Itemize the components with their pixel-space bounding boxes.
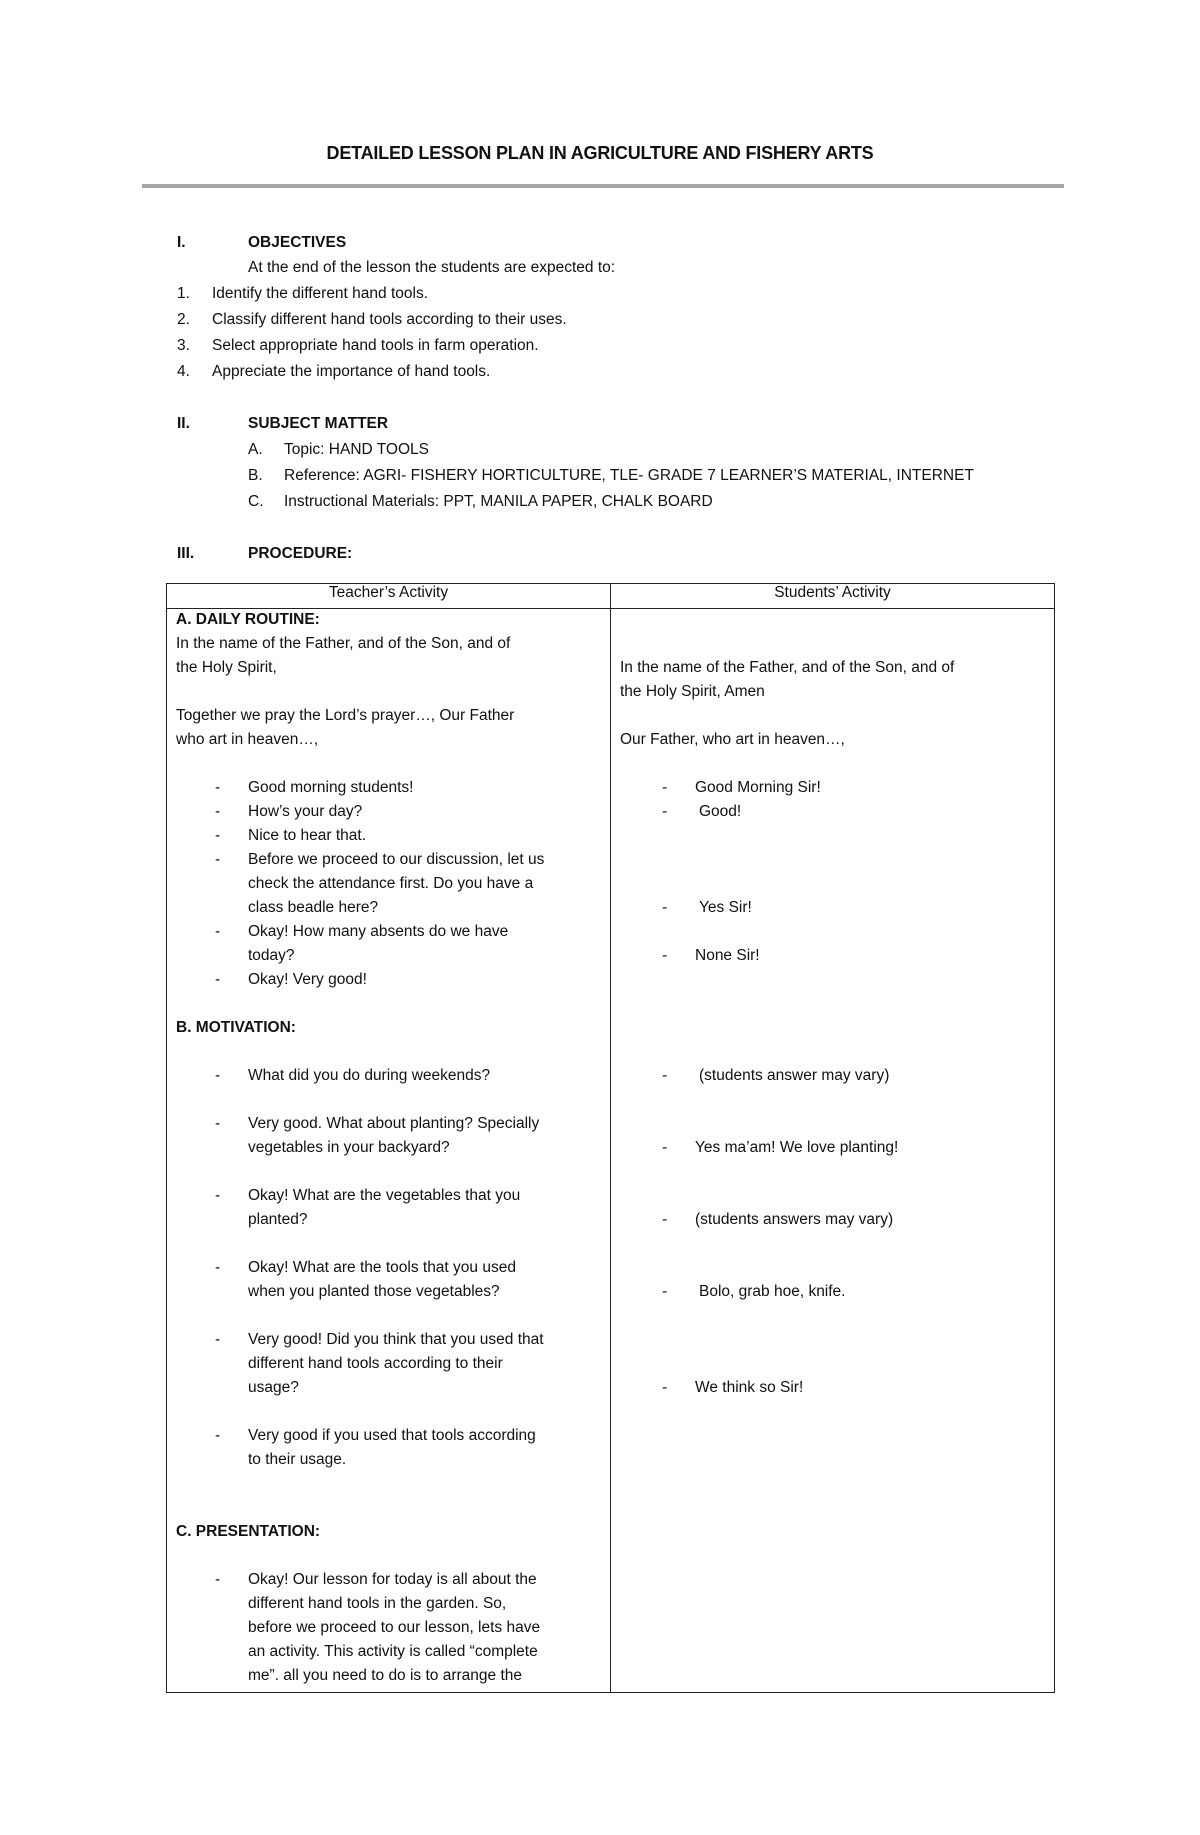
motivation-line: different hand tools according to their bbox=[248, 1355, 503, 1372]
motivation-line: to their usage. bbox=[248, 1451, 347, 1468]
document-title: DETAILED LESSON PLAN IN AGRICULTURE AND FISHERY ARTS bbox=[326, 143, 874, 163]
motivation-line: vegetables in your backyard? bbox=[248, 1139, 450, 1156]
motivation-line: planted? bbox=[248, 1211, 308, 1228]
section-numeral-objectives: I. bbox=[177, 234, 186, 251]
student-response: We think so Sir! bbox=[695, 1379, 804, 1396]
presentation-heading: C. PRESENTATION: bbox=[176, 1523, 321, 1540]
bullet-dash: - bbox=[662, 1211, 668, 1228]
section-heading-objectives: OBJECTIVES bbox=[248, 234, 347, 251]
subject-item-topic: Topic: HAND TOOLS bbox=[284, 441, 430, 458]
student-response: Good! bbox=[699, 803, 742, 820]
subject-letter: C. bbox=[248, 493, 264, 510]
objective-item: Appreciate the importance of hand tools. bbox=[212, 363, 491, 380]
motivation-line: Okay! What are the tools that you used bbox=[248, 1259, 516, 1276]
bullet-dash: - bbox=[215, 851, 221, 868]
routine-line: Okay! How many absents do we have bbox=[248, 923, 509, 940]
motivation-heading: B. MOTIVATION: bbox=[176, 1019, 296, 1036]
bullet-dash: - bbox=[215, 1571, 221, 1588]
objective-number: 1. bbox=[177, 285, 190, 302]
objective-item: Classify different hand tools according to their uses. bbox=[212, 311, 567, 328]
bullet-dash: - bbox=[215, 1427, 221, 1444]
bullet-dash: - bbox=[215, 803, 221, 820]
section-numeral-procedure: III. bbox=[177, 545, 195, 562]
student-response: (students answer may vary) bbox=[699, 1067, 890, 1084]
student-prayer-line: the Holy Spirit, Amen bbox=[620, 683, 765, 700]
bullet-dash: - bbox=[215, 827, 221, 844]
bullet-dash: - bbox=[662, 899, 668, 916]
routine-line: Nice to hear that. bbox=[248, 827, 367, 844]
bullet-dash: - bbox=[215, 923, 221, 940]
routine-line: Good morning students! bbox=[248, 779, 414, 796]
routine-line: class beadle here? bbox=[248, 899, 379, 916]
routine-line: check the attendance first. Do you have a bbox=[248, 875, 534, 892]
teacher-prayer-line: In the name of the Father, and of the Son, and of bbox=[176, 635, 511, 652]
section-numeral-subject-matter: II. bbox=[177, 415, 190, 432]
presentation-line: me”. all you need to do is to arrange the bbox=[248, 1667, 522, 1684]
subject-item-reference: Reference: AGRI- FISHERY HORTICULTURE, TLE- GRADE 7 LEARNER’S MATERIAL, INTERNET bbox=[284, 467, 974, 484]
column-header-teacher: Teacher’s Activity bbox=[167, 584, 611, 609]
motivation-line: Very good. What about planting? Specially bbox=[248, 1115, 540, 1132]
objective-item: Identify the different hand tools. bbox=[212, 285, 429, 302]
objectives-intro: At the end of the lesson the students are expected to: bbox=[248, 259, 616, 276]
presentation-line: Okay! Our lesson for today is all about the bbox=[248, 1571, 537, 1588]
bullet-dash: - bbox=[662, 803, 668, 820]
teacher-prayer-line: who art in heaven…, bbox=[176, 731, 319, 748]
student-response: None Sir! bbox=[695, 947, 760, 964]
teacher-activity-cell bbox=[167, 609, 610, 1692]
student-response: (students answers may vary) bbox=[695, 1211, 894, 1228]
objective-number: 3. bbox=[177, 337, 190, 354]
objective-number: 2. bbox=[177, 311, 190, 328]
motivation-line: Very good! Did you think that you used that bbox=[248, 1331, 544, 1348]
bullet-dash: - bbox=[662, 1067, 668, 1084]
bullet-dash: - bbox=[215, 1187, 221, 1204]
motivation-line: usage? bbox=[248, 1379, 299, 1396]
teacher-prayer-line: the Holy Spirit, bbox=[176, 659, 277, 676]
bullet-dash: - bbox=[662, 947, 668, 964]
bullet-dash: - bbox=[215, 971, 221, 988]
section-heading-subject-matter: SUBJECT MATTER bbox=[248, 415, 389, 432]
student-response: Yes ma’am! We love planting! bbox=[695, 1139, 899, 1156]
subject-letter: B. bbox=[248, 467, 263, 484]
routine-line: Okay! Very good! bbox=[248, 971, 367, 988]
subject-letter: A. bbox=[248, 441, 263, 458]
presentation-line: an activity. This activity is called “complete bbox=[248, 1643, 538, 1660]
student-response: Bolo, grab hoe, knife. bbox=[699, 1283, 846, 1300]
bullet-dash: - bbox=[662, 1379, 668, 1396]
bullet-dash: - bbox=[215, 1259, 221, 1276]
bullet-dash: - bbox=[662, 779, 668, 796]
routine-line: today? bbox=[248, 947, 295, 964]
section-heading-procedure: PROCEDURE: bbox=[248, 545, 353, 562]
objective-number: 4. bbox=[177, 363, 190, 380]
students-activity-cell bbox=[611, 609, 1054, 1692]
motivation-line: Okay! What are the vegetables that you bbox=[248, 1187, 521, 1204]
teacher-prayer-line: Together we pray the Lord’s prayer…, Our Father bbox=[176, 707, 515, 724]
daily-routine-heading: A. DAILY ROUTINE: bbox=[176, 611, 320, 628]
objective-item: Select appropriate hand tools in farm operation. bbox=[212, 337, 539, 354]
motivation-line: when you planted those vegetables? bbox=[248, 1283, 500, 1300]
column-header-students: Students’ Activity bbox=[611, 584, 1055, 609]
subject-item-materials: Instructional Materials: PPT, MANILA PAPER, CHALK BOARD bbox=[284, 493, 713, 510]
bullet-dash: - bbox=[215, 779, 221, 796]
presentation-line: different hand tools in the garden. So, bbox=[248, 1595, 507, 1612]
motivation-line: Very good if you used that tools according bbox=[248, 1427, 536, 1444]
motivation-line: What did you do during weekends? bbox=[248, 1067, 491, 1084]
presentation-line: before we proceed to our lesson, lets have bbox=[248, 1619, 541, 1636]
student-response: Good Morning Sir! bbox=[695, 779, 821, 796]
bullet-dash: - bbox=[662, 1283, 668, 1300]
routine-line: How’s your day? bbox=[248, 803, 363, 820]
bullet-dash: - bbox=[215, 1115, 221, 1132]
student-prayer-line: In the name of the Father, and of the Son, and of bbox=[620, 659, 955, 676]
student-prayer-line: Our Father, who art in heaven…, bbox=[620, 731, 845, 748]
routine-line: Before we proceed to our discussion, let us bbox=[248, 851, 545, 868]
bullet-dash: - bbox=[662, 1139, 668, 1156]
procedure-table bbox=[166, 583, 1055, 1693]
bullet-dash: - bbox=[215, 1067, 221, 1084]
bullet-dash: - bbox=[215, 1331, 221, 1348]
title-divider bbox=[142, 184, 1064, 188]
student-response: Yes Sir! bbox=[699, 899, 752, 916]
